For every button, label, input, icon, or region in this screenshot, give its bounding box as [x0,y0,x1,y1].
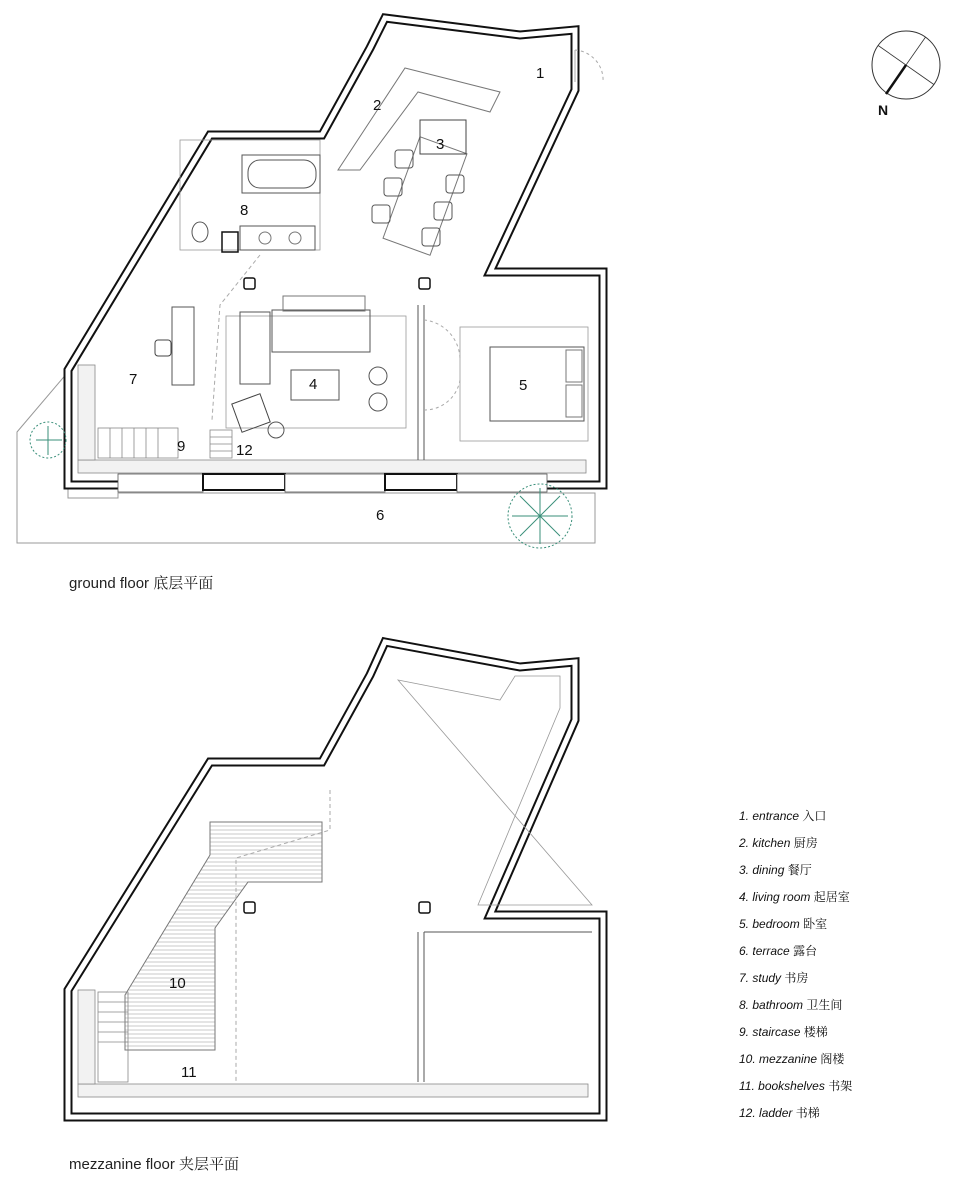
bed [490,347,584,421]
ground-floor-caption: ground floor 底层平面 [69,575,214,592]
legend-item: 3. dining 餐厅 [739,863,812,877]
kitchen-counter [338,68,500,170]
north-arrow [872,31,940,118]
room-number: 5 [519,377,528,394]
room-number: 9 [177,438,186,455]
legend-item: 1. entrance 入口 [739,809,827,823]
north-label: N [878,102,889,118]
facade-band [78,460,586,473]
room-number: 3 [436,136,445,153]
mezzanine-floor-plan [68,642,603,1117]
room-number: 12 [236,442,253,459]
room-number: 6 [376,507,385,524]
legend-item: 4. living room 起居室 [739,890,850,904]
legend-item: 5. bedroom 卧室 [739,917,828,931]
vanity [240,226,315,250]
legend-item: 7. study 书房 [739,971,809,985]
room-number: 10 [169,975,186,992]
mezzanine-floor-caption: mezzanine floor 夹层平面 [69,1156,240,1173]
legend-item: 2. kitchen 厨房 [739,836,818,850]
toilet [192,222,208,242]
legend-item: 6. terrace 露台 [739,944,818,958]
legend-item: 8. bathroom 卫生间 [739,998,843,1012]
room-number: 4 [309,376,318,393]
legend-item: 11. bookshelves 书架 [739,1079,853,1093]
bathtub [248,160,316,188]
staircase-ground [98,428,232,458]
room-number: 11 [181,1064,197,1081]
room-number: 2 [373,97,382,114]
terrace-outline [17,372,595,543]
room-number: 1 [536,65,545,82]
legend [739,806,852,1130]
ground-exterior-wall [68,18,603,485]
room-number: 8 [240,202,249,219]
legend-item: 9. staircase 楼梯 [739,1025,828,1039]
ground-floor-plan [17,18,603,548]
legend-item: 10. mezzanine 阁楼 [739,1052,845,1066]
study-desk [172,307,194,385]
bookshelves [78,1084,588,1097]
room-number: 7 [129,371,138,388]
legend-item: 12. ladder 书梯 [739,1106,820,1120]
